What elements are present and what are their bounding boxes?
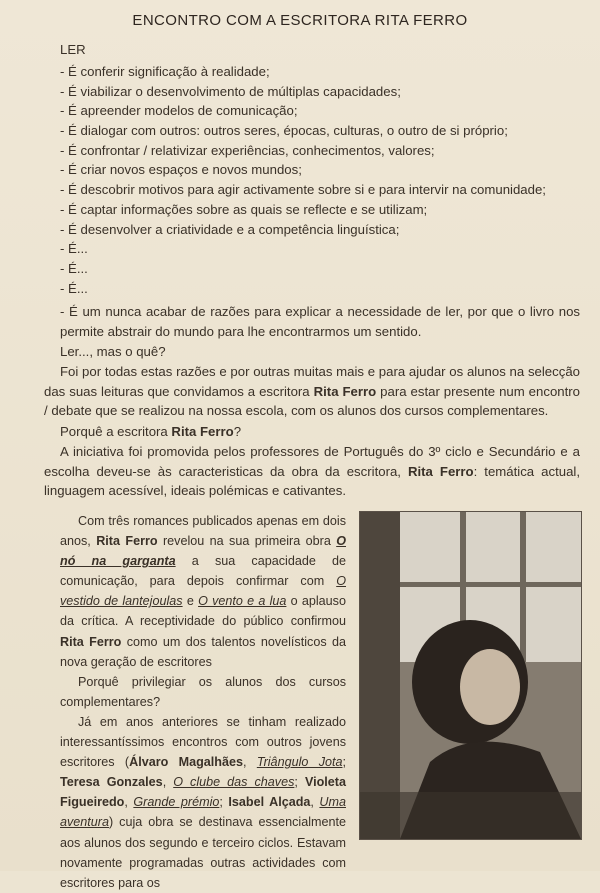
reasons-list <box>60 62 580 298</box>
list-item: - É confrontar / relativizar experiências, conhecimentos, valores; <box>60 142 435 158</box>
left-column <box>60 511 346 893</box>
ler-heading: LER <box>60 42 86 57</box>
book-title: O vestido de lantejoulas <box>60 574 346 609</box>
list-item: - É... <box>60 241 88 257</box>
page-title: ENCONTRO COM A ESCRITORA RITA FERRO <box>132 12 468 29</box>
author-name: Rita Ferro <box>313 383 377 399</box>
list-item: - É... <box>60 260 88 276</box>
author-name: Rita Ferro <box>407 463 474 479</box>
list-item: - É descobrir motivos para agir activamente sobre si e para intervir na comunidade; <box>60 182 546 198</box>
paragraph-foi: Foi por todas estas razões e por outras muitas mais e para ajudar os alunos na selecção das suas leituras que convidamos a escritora Rita Ferro para estar presente num encontro / debate que se realizou na nossa escola, com os alunos dos cursos complementares. <box>44 364 580 418</box>
paragraph-romances: Com três romances publicados apenas em dois anos, Rita Ferro revelou na sua primeira obra O nó na garganta a sua capacidade de comunicação, para depois confirmar com O vestido de lantejoulas e O vento e a lua o aplauso da crítica. A receptividade do público confirmou Rita Ferro como um dos talentos novelísticos da nova geração de escritores <box>60 514 347 669</box>
paragraph-encontros: Já em anos anteriores se tinham realizado interessantíssimos encontros com outros jovens escritores (Álvaro Magalhães, Triângulo Jota; Teresa Gonzales, O clube das chaves; Violeta Figueiredo, Grande prémio; Isabel Alçada, Uma aventura) cuja obra se destinava essencialmente aos alunos dos segundo e terceiro ciclos. Estavam novamente programadas outras actividades com escritores para os <box>60 714 347 890</box>
author-name: Rita Ferro <box>171 424 234 439</box>
list-item: - É desenvolver a criatividade e a competência linguística; <box>60 221 400 237</box>
question-heading: Ler..., mas o quê? <box>60 344 166 359</box>
list-item: - É criar novos espaços e novos mundos; <box>60 162 302 178</box>
list-item: - É viabilizar o desenvolvimento de múltiplas capacidades; <box>60 83 401 99</box>
list-item: - É dialogar com outros: outros seres, épocas, culturas, o outro de si próprio; <box>60 123 508 139</box>
book-title: O vento e a lua <box>198 594 287 609</box>
list-item: - É... <box>60 280 88 296</box>
list-item: - É apreender modelos de comunicação; <box>60 103 298 119</box>
paragraph-porque: Porquê a escritora Rita Ferro? <box>60 424 242 439</box>
list-item: - É conferir significação à realidade; <box>60 64 270 79</box>
list-item: - É captar informações sobre as quais se reflecte e se utilizam; <box>60 201 428 217</box>
last-reason: - É um nunca acabar de razões para explicar a necessidade de ler, por que o livro nos permite abstrair do mundo para lhe encontrarmos um sentido. <box>60 304 580 339</box>
book-title: O nó na garganta <box>60 534 346 569</box>
author-photo <box>359 511 582 840</box>
paragraph-iniciativa: A iniciativa foi promovida pelos professores de Português do 3º ciclo e Secundário e a escolha deveu-se às caracteristicas da obra da escritora, Rita Ferro: temática actual, linguagem acessível, ideais polémicas e cativantes. <box>44 444 580 498</box>
question-complementares: Porquê privilegiar os alunos dos cursos complementares? <box>60 674 346 709</box>
